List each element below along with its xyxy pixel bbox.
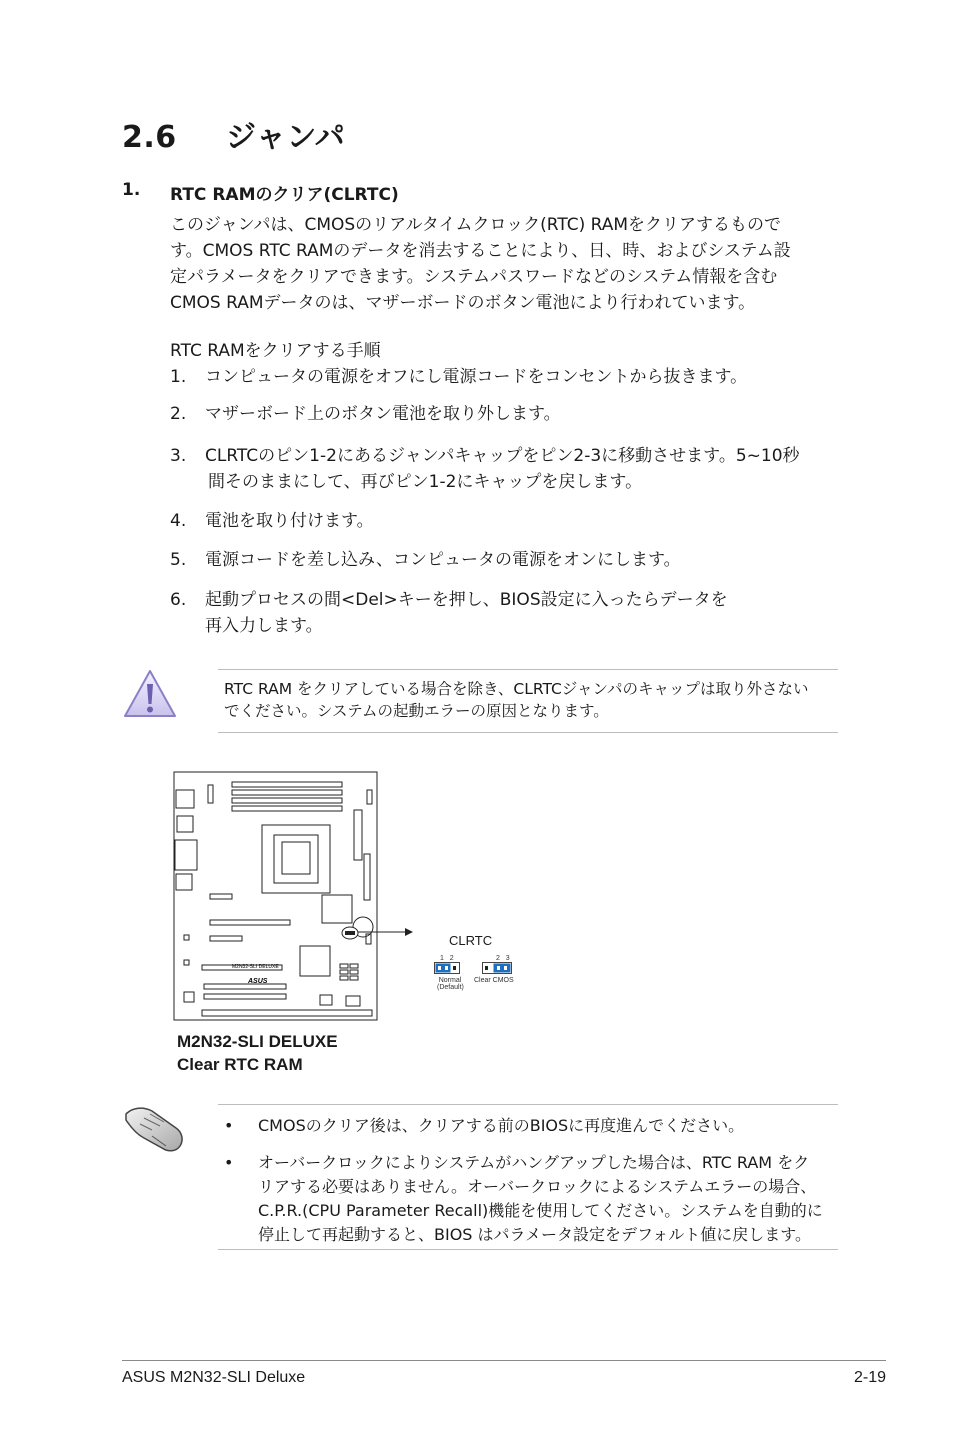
intro-line: このジャンパは、CMOSのリアルタイムクロック(RTC) RAMをクリアするもので (170, 215, 782, 235)
section-title (122, 180, 622, 204)
pos1-pins: 1 2 (440, 955, 454, 962)
diagram-caption-line: Clear RTC RAM (177, 1055, 303, 1074)
pos1-label (437, 977, 463, 991)
io-port (176, 874, 192, 890)
clrtc-pins (345, 931, 355, 935)
pos1-label-line: (Default) (437, 984, 464, 991)
sata-port (350, 976, 358, 980)
jumper-cap (436, 964, 451, 973)
dimm-slot (232, 798, 342, 803)
pcie-slot (210, 936, 242, 941)
sata-port (340, 976, 348, 980)
step-text: 再入力します。 (205, 616, 323, 636)
warning-top-rule (218, 669, 838, 670)
asus-logo: ASUS (248, 978, 268, 985)
step-number: 6. (170, 590, 187, 610)
section-title-text: RTC RAMのクリア(CLRTC) (170, 185, 399, 205)
procedure-title: RTC RAMをクリアする手順 (170, 341, 381, 361)
pos2-pins: 2 3 (496, 955, 510, 962)
cpu-die (282, 842, 310, 874)
board-outline (174, 772, 377, 1020)
section-number: 1. (122, 180, 141, 200)
io-port (177, 816, 193, 832)
jumper-cap (494, 964, 511, 973)
step-number: 2. (170, 404, 187, 424)
bullet-dot: • (224, 1116, 234, 1135)
note-text: リアする必要はありません。オーバークロックによるシステムエラーの場合、 (258, 1177, 817, 1196)
header (320, 995, 332, 1005)
pos1-label-line: Normal (438, 977, 462, 984)
dimm-slot (232, 790, 342, 795)
power-connector (354, 810, 362, 860)
pcie-slot (210, 894, 232, 899)
motherboard-diagram (170, 770, 530, 1025)
pcie-slot (204, 984, 286, 989)
header (184, 960, 189, 965)
sata-port (340, 970, 348, 974)
footer-rule (122, 1360, 886, 1361)
diagram-caption (177, 1030, 338, 1076)
warning-text (224, 678, 808, 722)
intro-line: 定パラメータをクリアできます。システムパスワードなどのシステム情報を含む (170, 267, 778, 287)
step-text: コンピュータの電源をオフにし電源コードをコンセントから抜きます。 (205, 367, 748, 387)
board-silkscreen: M2N32-SLI DELUXE (232, 964, 279, 970)
jumper-clear-icon (482, 962, 512, 974)
heatsink (322, 895, 352, 923)
pos2-label: Clear CMOS (474, 977, 514, 984)
footer-left: ASUS M2N32-SLI Deluxe (122, 1369, 306, 1386)
intro-line: す。CMOS RTC RAMのデータを消去することにより、日、時、およびシステム設 (170, 241, 791, 261)
step-number: 5. (170, 550, 187, 570)
warning-line: でください。システムの起動エラーの原因となります。 (224, 702, 609, 720)
step-number: 3. (170, 446, 187, 466)
notes-top-rule (218, 1104, 838, 1105)
step-text: マザーボード上のボタン電池を取り外します。 (205, 404, 561, 424)
diagram-caption-line: M2N32-SLI DELUXE (177, 1032, 338, 1051)
io-port (176, 790, 194, 808)
sata-port (340, 964, 348, 968)
heading-number: 2.6 (122, 120, 177, 155)
jumper-normal-icon (434, 962, 460, 974)
connector (208, 785, 213, 803)
connector (367, 790, 372, 804)
dimm-slot (232, 806, 342, 811)
step-text: 間そのままにして、再びピン1-2にキャップを戻します。 (208, 472, 643, 492)
warning-bottom-rule (218, 732, 838, 733)
pcie-slot (204, 994, 286, 999)
callout-arrow (405, 928, 413, 936)
warning-line: RTC RAM をクリアしている場合を除き、CLRTCジャンパのキャップは取り外さない (224, 680, 809, 698)
page-heading (122, 112, 345, 156)
note-text: CMOSのクリア後は、クリアする前のBIOSに再度進んでください。 (258, 1116, 745, 1135)
step-text: 電池を取り付けます。 (205, 511, 374, 531)
sata-port (350, 970, 358, 974)
warning-triangle-icon (122, 668, 178, 720)
header (184, 935, 189, 940)
header (184, 992, 194, 1002)
step-number: 4. (170, 511, 187, 531)
step-text: 起動プロセスの間<Del>キーを押し、BIOS設定に入ったらデータを (205, 590, 728, 610)
sata-port (350, 964, 358, 968)
southbridge (300, 946, 330, 976)
note-text: オーバークロックによりシステムがハングアップした場合は、RTC RAM をク (258, 1153, 810, 1172)
bottom-headers (202, 1010, 372, 1016)
note-text: 停止して再起動すると、BIOS はパラメータ設定をデフォルト値に戻します。 (258, 1225, 811, 1244)
step-number: 1. (170, 367, 187, 387)
dimm-slot (232, 782, 342, 787)
intro-line: CMOS RAMデータのは、マザーボードのボタン電池により行われています。 (170, 293, 756, 313)
footer-page-number: 2-19 (853, 1369, 886, 1386)
intro-paragraph (170, 212, 791, 316)
clrtc-title: CLRTC (449, 933, 493, 948)
io-port (175, 840, 197, 870)
bullet-dot: • (224, 1153, 234, 1172)
header (346, 996, 360, 1006)
step-text: CLRTCのピン1-2にあるジャンパキャップをピン2-3に移動させます。5~10秒 (205, 446, 800, 466)
heading-title: ジャンパ (226, 120, 346, 155)
note-text: C.P.R.(CPU Parameter Recall)機能を使用してください。システムを自動的に (258, 1201, 823, 1220)
step-text: 電源コードを差し込み、コンピュータの電源をオンにします。 (205, 550, 681, 570)
ide-connector (364, 854, 370, 900)
hand-pointer-icon (122, 1102, 188, 1154)
notes-bottom-rule (218, 1249, 838, 1250)
pcie-slot (210, 920, 290, 925)
